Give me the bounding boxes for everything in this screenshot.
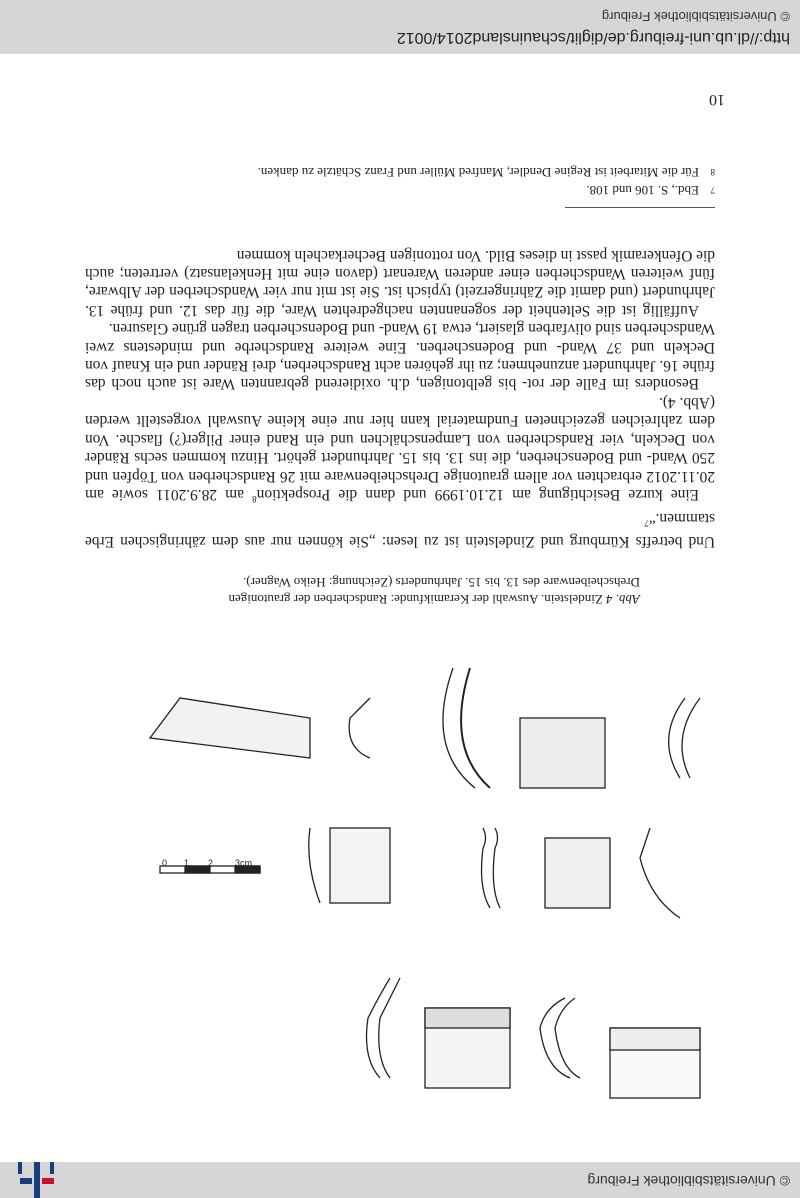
- scale-label-1: 1: [184, 858, 190, 868]
- scale-label-3: 3cm: [235, 858, 253, 868]
- figure-caption: [160, 574, 640, 608]
- paragraph-1-text: Und betreffs Kürnburg und Zindelstein ist zu lesen: „Sie können nur aus dem zähringischen Erbe stammen.“: [85, 509, 715, 550]
- paragraph-2-text-a: Eine kurze Besichtigung am 12.10.1999 und dann die Prospektion: [256, 485, 699, 503]
- scale-label-0: 0: [162, 858, 168, 868]
- top-bar: [0, 1162, 800, 1198]
- paragraph-4: Auffällig ist die Seltenheit der sogenannten nachgedrehten Ware, die für das 12. und frühe 13. Jahrhundert (und damit die Zähringerzeit) typisch ist. Sie ist mit nur vier Wandscherben der Albware, fünf weiteren Wandscherben einer anderen Warenart (davon eine mit Henkelansatz) vertreten; auch die Ofenkeramik passt in dieses Bild. Von rottonigen Becherkacheln kommen: [85, 246, 715, 319]
- article-body: [85, 245, 715, 550]
- credit-text: © Universitätsbibliothek Freiburg: [587, 1173, 790, 1189]
- page-url[interactable]: http://dl.ub.uni-freiburg.de/diglit/schauinsland2014/0012: [396, 29, 790, 46]
- footnote-8-number: 8: [710, 167, 715, 177]
- paragraph-3: Besonders im Falle der rot- bis gelbtonigen, d.h. oxidierend gebrannten Ware ist auch noch das frühe 16. Jahrhundert anzunehmen; zu ihr gehören acht Randscherben, drei Ränder und ein Knauf von Deckeln und 37 Wand- und Bodenscherben. Eine weitere Randscherbe und mindestens zwei Wandscherben sind olivfarben glasiert, etwa 19 Wand- und Bodenscherben tragen grüne Glasuren.: [85, 320, 715, 393]
- footnote-ref-8: 8: [252, 494, 257, 505]
- footnote-8-text: Für die Mitarbeit ist Regine Dendler, Manfred Müller und Franz Schätzle zu danken.: [257, 165, 699, 180]
- library-credit: © Universitätsbibliothek Freiburg: [601, 9, 790, 24]
- scale-label-2: 2: [208, 858, 214, 868]
- university-logo-icon: [10, 1162, 62, 1198]
- footnote-7-text: Ebd., S. 106 und 108.: [586, 183, 699, 198]
- footnote-8: [258, 164, 715, 180]
- footnote-7-number: 7: [710, 185, 715, 195]
- paragraph-1: [85, 508, 715, 550]
- paragraph-2: [85, 393, 715, 509]
- footnote-7: [586, 182, 715, 198]
- pottery-figure: [60, 628, 720, 1118]
- page-number: 10: [709, 91, 725, 108]
- pottery-drawings: [60, 628, 720, 1118]
- caption-text: Zindelstein. Auswahl der Keramikfunde: Randscherben der grautonigen Drehscheibenware des 13. bis 15. Jahrhunderts (Zeichnung: Heiko Wagner).: [228, 575, 640, 607]
- footnote-rule: [565, 207, 715, 208]
- paragraph-2-text-b: am 28.9.2011 sowie am 20.11.2012 erbrachten vor allem grautonige Drehscheibenware mit 26 Randscherben von Töpfen und 250 Wand- und Bodenscherben, die ins 13. bis 15. Jahrhundert gehört. Hinzu kommen sechs Ränder von Deckeln, vier Randscherben von Lampenschälchen und ein Rand einer Pilger(?) flasche. Von dem zahlreichen gezeichneten Fundmaterial kann hier nur eine kleine Auswahl vorgestellt werden (Abb. 4).: [85, 393, 715, 503]
- footnote-ref-7: 7: [644, 517, 649, 528]
- bottom-bar: [0, 0, 800, 54]
- caption-label: Abb. 4: [606, 592, 640, 607]
